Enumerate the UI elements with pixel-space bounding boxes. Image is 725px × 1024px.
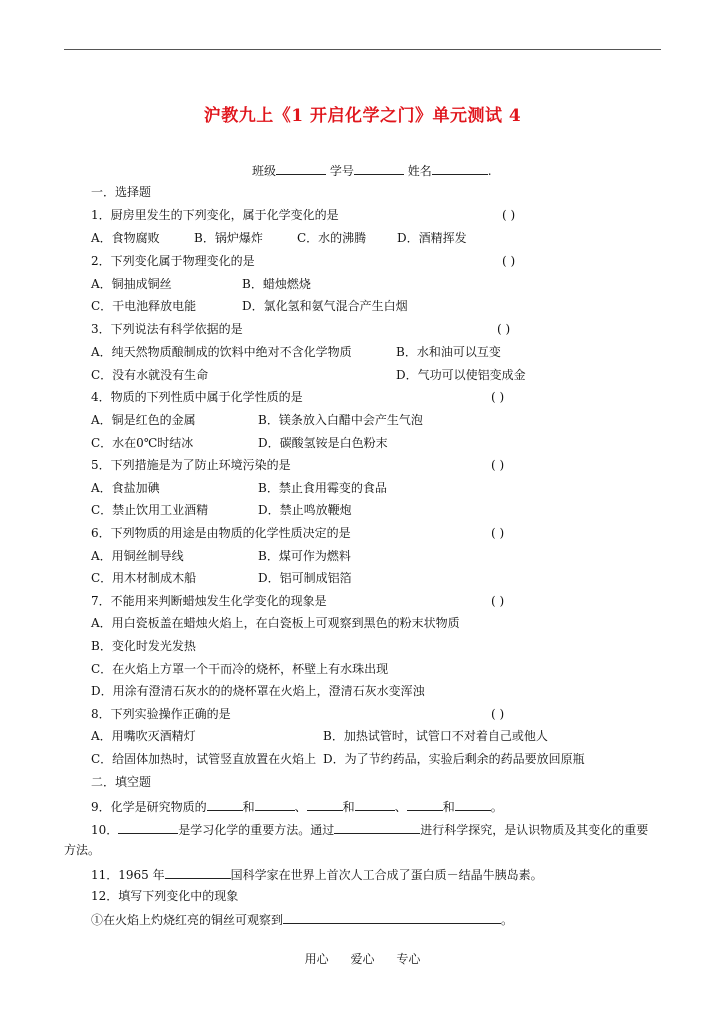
question-1-option-a: A．食物腐败 [91, 231, 160, 245]
question-4-option-b: B．镁条放入白醋中会产生气泡 [258, 413, 423, 427]
question-1-text: 1．厨房里发生的下列变化，属于化学变化的是 [91, 208, 339, 222]
question-8-answer-paren[interactable]: ( ) [491, 707, 505, 721]
question-9-blank-1[interactable] [207, 797, 243, 811]
footer-word-2: 爱心 [350, 952, 375, 966]
id-blank[interactable] [354, 161, 404, 175]
question-9-and-3: 和 [442, 800, 455, 814]
question-3-answer-paren[interactable]: ( ) [497, 322, 511, 336]
question-6-option-d: D．铝可制成铝箔 [258, 571, 352, 585]
question-9-blank-6[interactable] [455, 797, 491, 811]
question-10-mid: 是学习化学的重要方法。通过 [178, 823, 335, 837]
question-2-text: 2．下列变化属于物理变化的是 [91, 254, 255, 268]
question-9-blank-2[interactable] [255, 797, 295, 811]
question-1-option-b: B．锅炉爆炸 [194, 231, 263, 245]
class-blank[interactable] [276, 161, 326, 175]
question-9-blank-3[interactable] [307, 797, 343, 811]
question-11-blank[interactable] [165, 865, 231, 879]
question-4-option-d: D．碳酸氢铵是白色粉末 [258, 436, 388, 450]
question-2-answer-paren[interactable]: ( ) [502, 254, 516, 268]
question-9-sep-1: 、 [294, 800, 307, 814]
section-fill-heading: 二．填空题 [91, 775, 152, 789]
question-9-blank-5[interactable] [407, 797, 443, 811]
question-6-answer-paren[interactable]: ( ) [491, 526, 505, 540]
question-10-blank-1[interactable] [118, 820, 178, 834]
question-7-answer-paren[interactable]: ( ) [491, 594, 505, 608]
class-label: 班级 [252, 164, 277, 178]
question-3-option-b: B．水和油可以互变 [396, 345, 501, 359]
id-label: 学号 [329, 164, 354, 178]
footer-word-3: 专心 [396, 952, 421, 966]
question-2-option-c: C．干电池释放电能 [91, 299, 197, 313]
page-title: 沪教九上《1 开启化学之门》单元测试 4 [203, 106, 522, 126]
question-10-number: 10． [91, 823, 119, 837]
question-11-start: 11．1965 年 [91, 868, 165, 882]
section-choice-heading: 一．选择题 [91, 185, 152, 199]
question-8-option-d: D．为了节约药品，实验后剩余的药品要放回原瓶 [323, 752, 585, 766]
question-11-rest: 国科学家在世界上首次人工合成了蛋白质－结晶牛胰岛素。 [230, 868, 543, 882]
question-5-option-c: C．禁止饮用工业酒精 [91, 503, 209, 517]
question-6-option-c: C．用木材制成木船 [91, 571, 197, 585]
question-4-text: 4．物质的下列性质中属于化学性质的是 [91, 390, 303, 404]
question-5-answer-paren[interactable]: ( ) [491, 458, 505, 472]
question-11 [91, 865, 543, 883]
question-8-option-a: A．用嘴吹灭酒精灯 [91, 729, 196, 743]
question-5-option-a: A．食盐加碘 [91, 481, 160, 495]
question-10-continued: 方法。 [64, 843, 101, 857]
question-2-option-d: D．氯化氢和氨气混合产生白烟 [242, 299, 408, 313]
question-6-option-b: B．煤可作为燃料 [258, 549, 351, 563]
page-footer [0, 950, 725, 967]
question-10-blank-2[interactable] [334, 820, 420, 834]
question-1-option-d: D．酒精挥发 [397, 231, 467, 245]
question-12-sub-1-text: ①在火焰上灼烧红亮的铜丝可观察到 [91, 913, 284, 927]
question-7-option-a: A．用白瓷板盖在蜡烛火焰上，在白瓷板上可观察到黑色的粉末状物质 [91, 616, 460, 630]
question-9-and-2: 和 [342, 800, 355, 814]
question-3-text: 3．下列说法有科学依据的是 [91, 322, 243, 336]
name-blank[interactable] [432, 161, 488, 175]
question-6-text: 6．下列物质的用途是由物质的化学性质决定的是 [91, 526, 351, 540]
question-12-sub-1 [91, 910, 513, 928]
question-4-answer-paren[interactable]: ( ) [491, 390, 505, 404]
question-4-option-a: A．铜是红色的金属 [91, 413, 196, 427]
question-5-option-b: B．禁止食用霉变的食品 [258, 481, 387, 495]
question-7-option-b: B．变化时发光发热 [91, 639, 196, 653]
question-1-option-c: C．水的沸腾 [297, 231, 367, 245]
question-7-option-d: D．用涂有澄清石灰水的的烧杯罩在火焰上，澄清石灰水变浑浊 [91, 684, 425, 698]
question-3-option-c: C．没有水就没有生命 [91, 368, 209, 382]
question-4-option-c: C．水在0℃时结冰 [91, 436, 194, 450]
end-mark: . [487, 164, 492, 178]
question-12-sub-1-blank[interactable] [283, 910, 501, 924]
question-5-option-d: D．禁止鸣放鞭炮 [258, 503, 352, 517]
question-10 [91, 820, 648, 838]
question-9 [91, 797, 503, 815]
question-8-option-b: B．加热试管时，试管口不对着自己或他人 [323, 729, 548, 743]
question-9-end: 。 [490, 800, 503, 814]
question-7-option-c: C．在火焰上方罩一个干而冷的烧杯，杯壁上有水珠出现 [91, 662, 389, 676]
question-6-option-a: A．用铜丝制导线 [91, 549, 184, 563]
question-9-start: 9．化学是研究物质的 [91, 800, 207, 814]
question-8-option-c: C．给固体加热时，试管竖直放置在火焰上 [91, 752, 317, 766]
question-2-option-b: B．蜡烛燃烧 [242, 277, 311, 291]
question-2-option-a: A．铜抽成铜丝 [91, 277, 172, 291]
question-7-text: 7．不能用来判断蜡烛发生化学变化的现象是 [91, 594, 327, 608]
question-3-option-a: A．纯天然物质酿制成的饮料中绝对不含化学物质 [91, 345, 352, 359]
question-1-answer-paren[interactable]: ( ) [502, 208, 516, 222]
name-label: 姓名 [407, 164, 432, 178]
question-9-and-1: 和 [242, 800, 255, 814]
question-3-option-d: D．气功可以使铝变成金 [396, 368, 526, 382]
question-9-sep-2: 、 [394, 800, 407, 814]
footer-word-1: 用心 [304, 952, 329, 966]
question-9-blank-4[interactable] [355, 797, 395, 811]
header-rule [64, 49, 661, 50]
question-12-text: 12．填写下列变化中的现象 [91, 889, 239, 903]
question-12-sub-1-end: 。 [501, 913, 514, 927]
question-8-text: 8．下列实验操作正确的是 [91, 707, 231, 721]
student-info-row [252, 161, 492, 179]
question-10-tail: 进行科学探究，是认识物质及其变化的重要 [420, 823, 649, 837]
question-5-text: 5．下列措施是为了防止环境污染的是 [91, 458, 291, 472]
